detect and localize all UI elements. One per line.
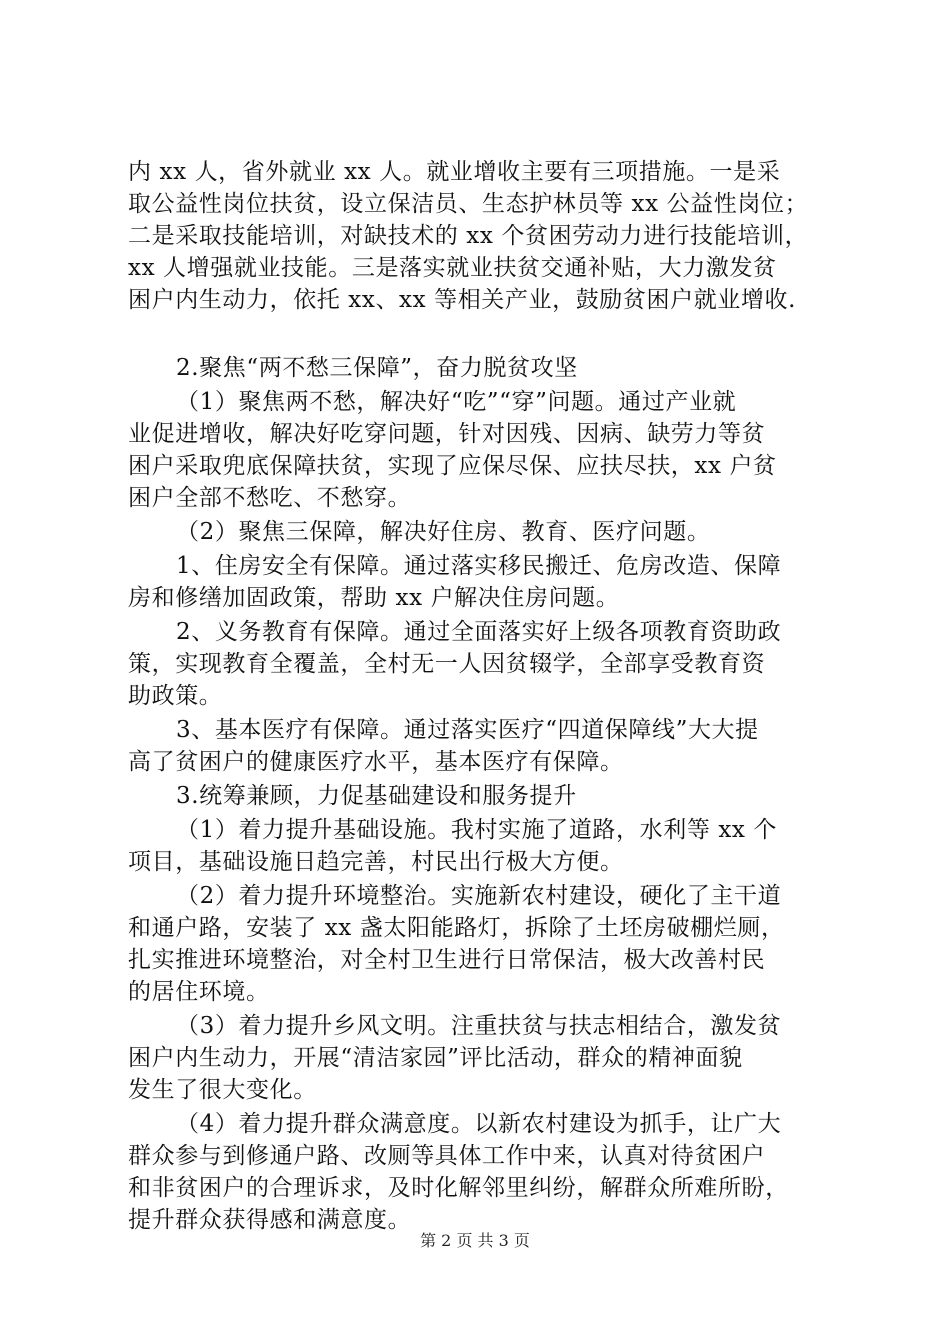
page-footer: 第 2 页 共 3 页 xyxy=(420,1231,530,1250)
body-line-education: 策，实现教育全覆盖，全村无一人因贫辍学，全部享受教育资 xyxy=(128,651,766,677)
body-line-item-2-1: （1）聚焦两不愁，解决好“吃”“穿”问题。通过产业就 xyxy=(176,389,737,415)
body-line-housing: 1、住房安全有保障。通过落实移民搬迁、危房改造、保障 xyxy=(176,553,782,579)
section-heading-3: 3.统筹兼顾，力促基础建设和服务提升 xyxy=(176,783,577,809)
body-line-item-3-4: 和非贫困户的合理诉求，及时化解邻里纠纷，解群众所难所盼， xyxy=(128,1175,789,1201)
body-line-paragraph-1: 二是采取技能培训，对缺技术的 xx 个贫困劳动力进行技能培训， xyxy=(128,223,809,249)
body-line-item-3-4: 提升群众获得感和满意度。 xyxy=(128,1207,412,1233)
body-line-item-3-2: 的居住环境。 xyxy=(128,979,270,1005)
body-line-education: 助政策。 xyxy=(128,683,223,709)
body-line-item-2-1: 困户全部不愁吃、不愁穿。 xyxy=(128,485,412,511)
body-line-item-3-1: （1）着力提升基础设施。我村实施了道路，水利等 xx 个 xyxy=(176,817,777,843)
body-line-paragraph-1: xx 人增强就业技能。三是落实就业扶贫交通补贴，大力激发贫 xyxy=(128,255,777,281)
body-line-item-2-2: （2）聚焦三保障，解决好住房、教育、医疗问题。 xyxy=(176,519,711,545)
body-line-item-3-2: 和通户路，安装了 xx 盏太阳能路灯，拆除了土坯房破棚烂厕， xyxy=(128,915,785,941)
body-line-item-2-1: 业促进增收，解决好吃穿问题，针对因残、因病、缺劳力等贫 xyxy=(128,421,766,447)
body-line-paragraph-1: 困户内生动力，依托 xx、xx 等相关产业，鼓励贫困户就业增收. xyxy=(128,287,797,313)
body-line-housing: 房和修缮加固政策，帮助 xx 户解决住房问题。 xyxy=(128,585,620,611)
body-line-item-3-2: 扎实推进环境整治，对全村卫生进行日常保洁，极大改善村民 xyxy=(128,947,766,973)
section-heading-2: 2.聚焦“两不愁三保障”，奋力脱贫攻坚 xyxy=(176,355,578,381)
body-line-education: 2、义务教育有保障。通过全面落实好上级各项教育资助政 xyxy=(176,619,782,645)
body-line-item-3-4: （4）着力提升群众满意度。以新农村建设为抓手，让广大 xyxy=(176,1111,782,1137)
body-line-item-3-2: （2）着力提升环境整治。实施新农村建设，硬化了主干道 xyxy=(176,883,782,909)
body-line-item-3-4: 群众参与到修通户路、改厕等具体工作中来，认真对待贫困户 xyxy=(128,1143,766,1169)
body-line-medical: 高了贫困户的健康医疗水平，基本医疗有保障。 xyxy=(128,749,624,775)
body-line-item-2-1: 困户采取兜底保障扶贫，实现了应保尽保、应扶尽扶，xx 户贫 xyxy=(128,453,777,479)
body-line-item-3-3: （3）着力提升乡风文明。注重扶贫与扶志相结合，激发贫 xyxy=(176,1013,782,1039)
body-line-paragraph-1: 内 xx 人，省外就业 xx 人。就业增收主要有三项措施。一是采 xyxy=(128,159,781,185)
body-line-item-3-1: 项目，基础设施日趋完善，村民出行极大方便。 xyxy=(128,849,624,875)
body-line-medical: 3、基本医疗有保障。通过落实医疗“四道保障线”大大提 xyxy=(176,717,759,743)
body-line-item-3-3: 困户内生动力，开展“清洁家园”评比活动，群众的精神面貌 xyxy=(128,1045,743,1071)
body-line-item-3-3: 发生了很大变化。 xyxy=(128,1077,317,1103)
body-line-paragraph-1: 取公益性岗位扶贫，设立保洁员、生态护林员等 xx 公益性岗位； xyxy=(128,191,809,217)
